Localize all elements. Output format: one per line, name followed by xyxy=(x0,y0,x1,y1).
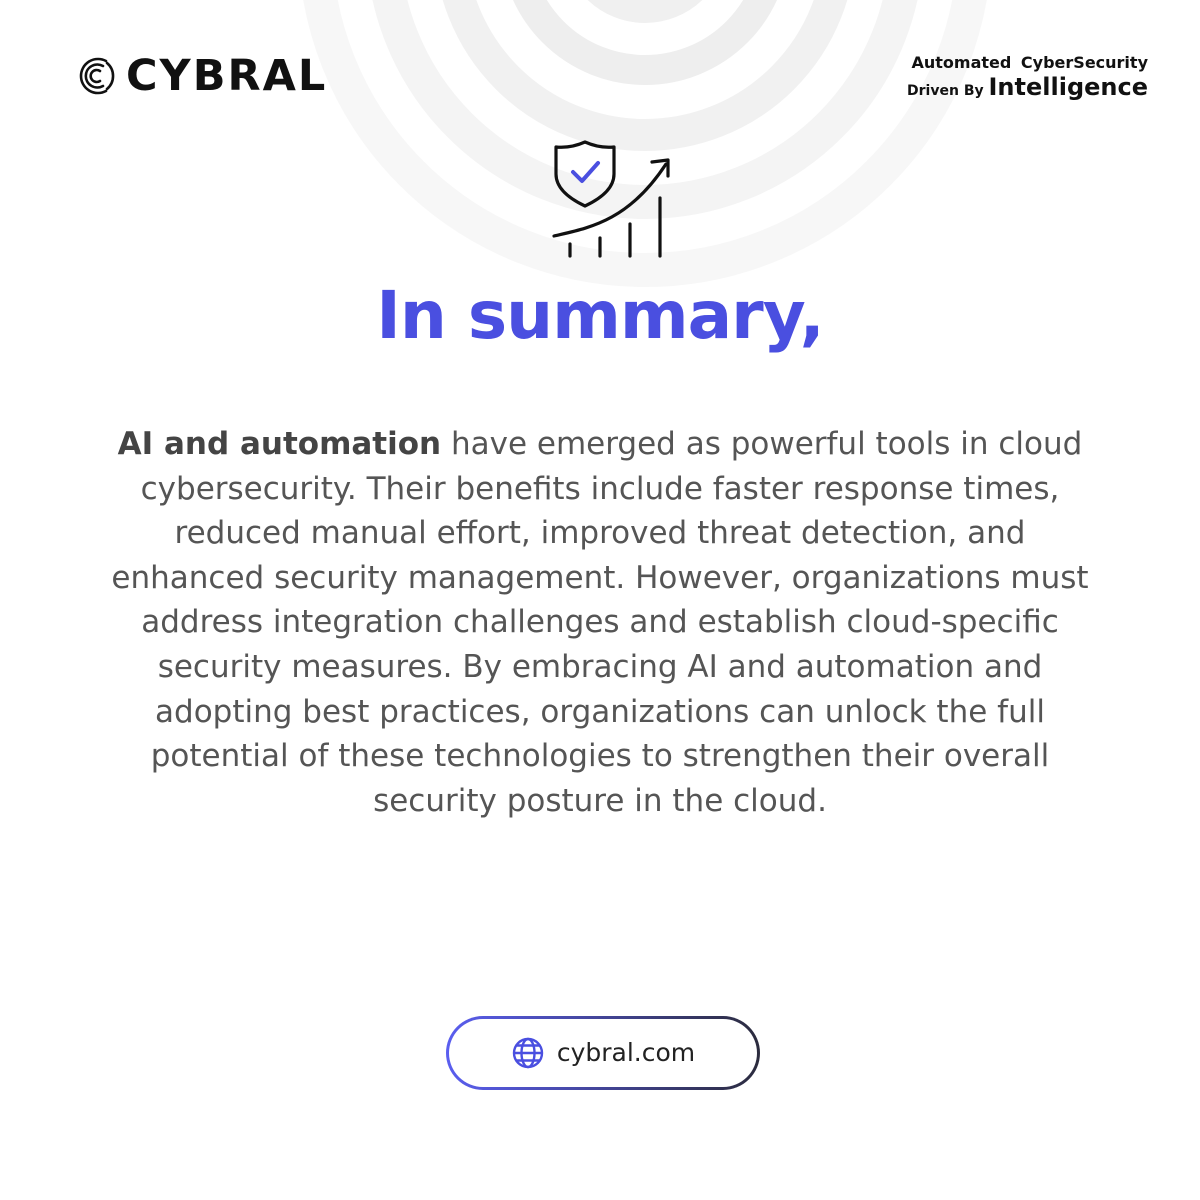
tagline-driven-by: Driven By xyxy=(907,83,984,99)
shield-growth-chart-icon xyxy=(548,136,678,262)
website-link-inner xyxy=(449,1019,757,1087)
tagline-intelligence: Intelligence xyxy=(988,73,1148,101)
page-title: In summary, xyxy=(376,277,824,354)
website-link-button[interactable] xyxy=(446,1016,760,1090)
tagline-cybersecurity: CyberSecurity xyxy=(1020,53,1148,72)
globe-icon xyxy=(511,1036,545,1070)
brand-name: CYBRAL xyxy=(126,51,328,101)
cybral-spiral-logo-icon xyxy=(76,55,118,97)
tagline-automated: Automated xyxy=(911,53,1012,72)
tagline xyxy=(907,52,1148,104)
summary-rest: have emerged as powerful tools in cloud cybersecurity. Their benefits include faster response times, reduced manual effort, improved threat detection, and enhanced security management. However, organizations must address integration challenges and establish cloud-specific security measures. By embracing AI and automation and adopting best practices, organizations can unlock the full potential of these technologies to strengthen their overall security posture in the cloud. xyxy=(111,426,1089,819)
brand-logo xyxy=(76,50,327,102)
website-url[interactable]: cybral.com xyxy=(556,1038,696,1067)
summary-lead: AI and automation xyxy=(117,426,442,462)
summary-paragraph xyxy=(110,422,1090,823)
